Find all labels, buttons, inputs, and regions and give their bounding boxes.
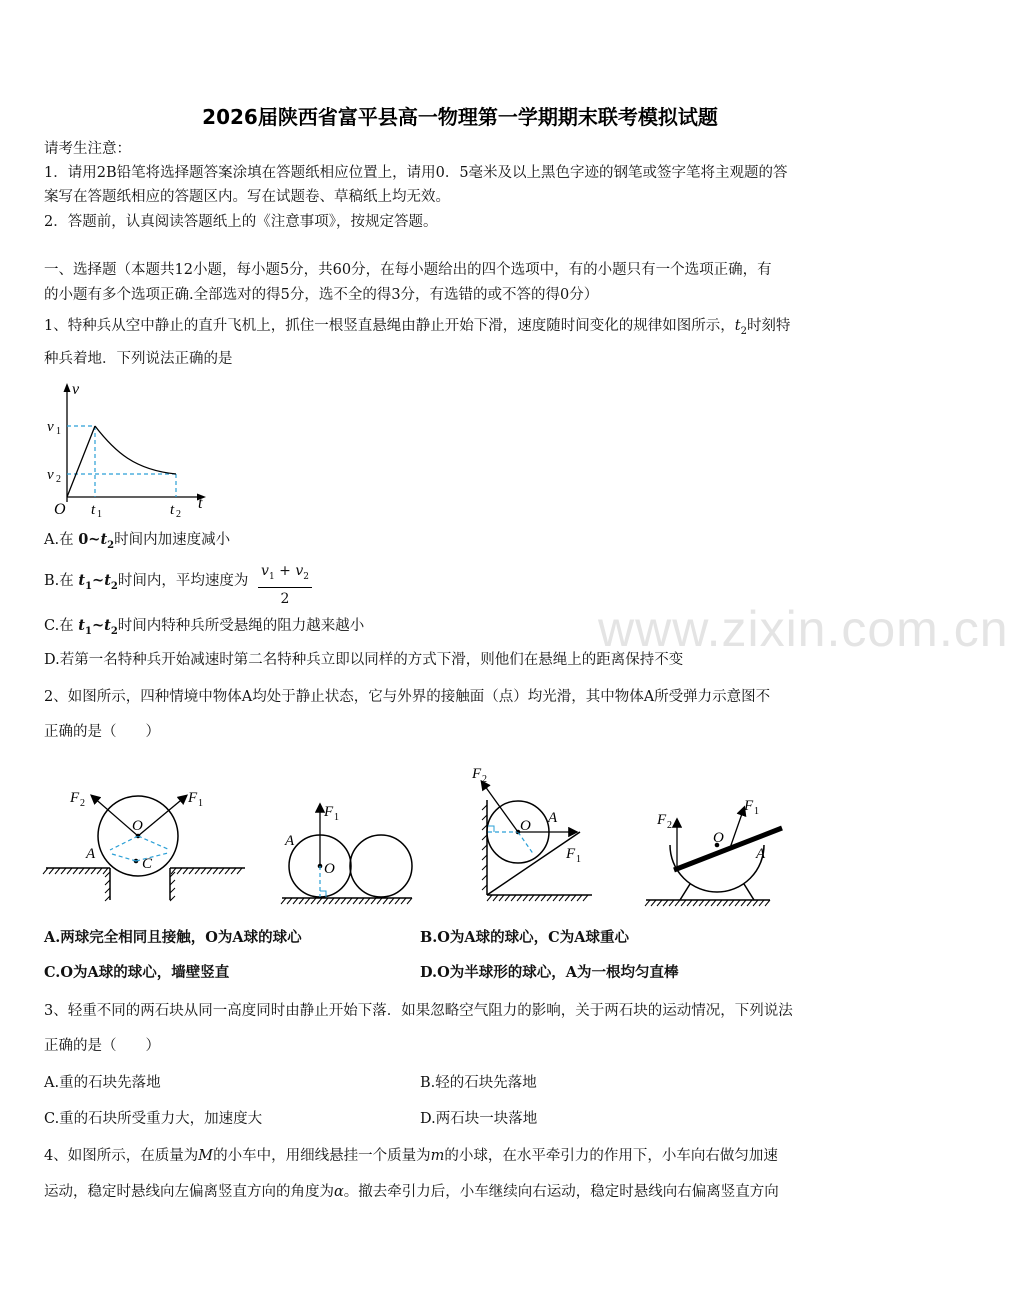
q2-stem-line-1: 2、如图所示，四种情境中物体A均处于静止状态，它与外界的接触面（点）均光滑，其中物体A所受弹力示意图不 (44, 689, 771, 705)
num-v2: v (295, 563, 304, 579)
t1-sub: 1 (97, 509, 102, 520)
q3-option-b[interactable]: B.轻的石块先落地 (420, 1075, 537, 1091)
q1-option-c[interactable] (44, 616, 364, 642)
q1-var-sub: 2 (740, 325, 747, 337)
fa-a-label: A (86, 846, 96, 862)
q4-var-M: M (198, 1148, 214, 1164)
q1-c-s2: 2 (110, 625, 118, 637)
q1-a-text: 时间内加速度减小 (114, 532, 231, 548)
fa-f2-label: F (70, 790, 80, 806)
fc-f2-label: F (472, 766, 482, 782)
notice-heading: 请考生注意： (44, 141, 131, 157)
num-plus: + (279, 563, 291, 579)
fb-o-label: O (324, 861, 335, 877)
q1-c-t2: t (104, 617, 111, 634)
v1-sub: 1 (56, 426, 61, 437)
t2-sub: 2 (176, 509, 181, 520)
fd-f2-sub: 2 (667, 820, 672, 831)
q1-option-b[interactable] (44, 571, 248, 597)
q1-stem-text: 1、特种兵从空中静止的直升飞机上，抓住一根竖直悬绳由静止开始下滑，速度随时间变化的规律如图所示， (44, 318, 735, 334)
fa-f1-label: F (188, 790, 198, 806)
q1-a-sub: 2 (107, 539, 115, 551)
q4-text-c: 的小球，在水平牵引力的作用下，小车向右做匀加速 (444, 1148, 778, 1164)
q2-figures (40, 760, 880, 920)
v2-label: v (47, 467, 54, 483)
q1-b-numerator (258, 562, 312, 588)
q1-b-s2: 2 (110, 580, 118, 592)
q4-text-b: 的小车中，用细线悬挂一个质量为 (213, 1148, 431, 1164)
fb-f1-label: F (324, 804, 334, 820)
fc-f2-sub: 2 (482, 774, 487, 785)
q1-a-prefix: A.在 (44, 532, 79, 548)
t2-label: t (170, 502, 175, 518)
fd-f1-label: F (744, 798, 754, 814)
figure-b (281, 804, 412, 904)
fc-f1-sub: 1 (576, 854, 581, 865)
fc-o-label: O (520, 818, 531, 834)
fa-o-label: O (132, 818, 143, 834)
q1-c-prefix: C.在 (44, 618, 79, 634)
v2-sub: 2 (56, 474, 61, 485)
q1-c-text: 时间内特种兵所受悬绳的阻力越来越小 (117, 618, 365, 634)
q1-stem-line-2: 种兵着地．下列说法正确的是 (44, 351, 233, 367)
section-line-1: 一、选择题（本题共12小题，每小题5分，共60分，在每小题给出的四个选项中，有的小题只有一个选项正确，有 (44, 262, 772, 278)
num-v1: v (261, 563, 269, 579)
q4-stem-line-2 (44, 1182, 779, 1202)
q3-option-a[interactable]: A.重的石块先落地 (44, 1075, 161, 1091)
q1-b-denominator: 2 (280, 590, 290, 607)
figure-d (645, 798, 782, 906)
figure-a (43, 790, 245, 901)
q1-a-var: t (100, 531, 108, 548)
q1-vt-graph (40, 380, 220, 520)
q4-stem-line-1 (44, 1146, 778, 1166)
notice-line-1b: 案写在答题纸相应的答题区内。写在试题卷、草稿纸上均无效。 (44, 189, 450, 205)
fd-a-label: A (756, 846, 766, 862)
figure-c (471, 766, 592, 901)
num-s1: 1 (268, 571, 275, 582)
q1-a-range: 0~ (78, 531, 101, 548)
q2-stem-line-2: 正确的是（ ） (44, 724, 160, 740)
fd-o-label: O (713, 830, 724, 846)
q3-option-c[interactable]: C.重的石块所受重力大，加速度大 (44, 1111, 263, 1127)
q4-text-a: 4、如图所示，在质量为 (44, 1148, 199, 1164)
origin-label: O (54, 501, 66, 518)
q1-b-sep: ~ (92, 572, 105, 589)
q1-b-fraction (258, 562, 312, 608)
q1-stem-line-1 (44, 316, 790, 342)
q4-text-d: 运动，稳定时悬线向左偏离竖直方向的角度为 (44, 1184, 334, 1200)
fd-f1-sub: 1 (754, 806, 759, 817)
q1-c-s1: 1 (85, 625, 92, 637)
q4-text-e: 。撤去牵引力后，小车继续向右运动，稳定时悬线向右偏离竖直方向 (343, 1184, 779, 1200)
fa-f2-sub: 2 (80, 798, 85, 809)
q1-c-t1: t (78, 617, 85, 634)
q1-b-t2: t (104, 572, 111, 589)
q1-b-s1: 1 (85, 580, 93, 592)
q1-option-d[interactable]: D.若第一名特种兵开始减速时第二名特种兵立即以同样的方式下滑，则他们在悬绳上的距离保持不变 (44, 652, 684, 668)
q2-option-a[interactable]: A.两球完全相同且接触，O为A球的球心 (44, 929, 302, 946)
q1-b-t1: t (78, 572, 86, 589)
watermark: www.zixin.com.cn (598, 601, 1009, 657)
q1-b-text: 时间内，平均速度为 (117, 573, 249, 589)
v1-label: v (47, 419, 54, 435)
q1-b-prefix: B.在 (44, 573, 79, 589)
fb-f1-sub: 1 (334, 812, 339, 823)
y-axis-label: v (72, 381, 80, 398)
x-axis-label: t (198, 495, 203, 512)
num-s2: 2 (303, 571, 309, 582)
fa-c-label: C (142, 856, 153, 872)
q1-c-sep: ~ (91, 617, 105, 634)
notice-line-1a: 1．请用2B铅笔将选择题答案涂填在答题纸相应位置上，请用0．5毫米及以上黑色字迹的钢笔或签字笔将主观题的答 (44, 165, 788, 181)
q1-stem-tail: 时刻特 (746, 318, 791, 334)
q4-var-alpha: α (334, 1184, 344, 1200)
t1-label: t (91, 502, 96, 518)
q2-option-b[interactable]: B.O为A球的球心，C为A球重心 (420, 929, 629, 946)
q3-stem-line-2: 正确的是（ ） (44, 1038, 160, 1054)
q2-option-d[interactable]: D.O为半球形的球心，A为一根均匀直棒 (420, 964, 679, 981)
y-axis-arrow (64, 383, 71, 392)
fd-f2-label: F (657, 812, 667, 828)
q2-option-c[interactable]: C.O为A球的球心，墙壁竖直 (44, 964, 230, 981)
q1-option-a[interactable] (44, 530, 230, 556)
notice-line-2: 2．答题前，认真阅读答题纸上的《注意事项》，按规定答题。 (44, 214, 438, 230)
fc-a-label: A (548, 810, 558, 826)
accel-segment (67, 426, 95, 497)
fc-f1-label: F (566, 846, 576, 862)
section-line-2: 的小题有多个选项正确.全部选对的得5分，选不全的得3分，有选错的或不答的得0分） (44, 287, 599, 303)
fb-a-label: A (285, 833, 295, 849)
page-title: 2026届陕西省富平县高一物理第一学期期末联考模拟试题 (202, 105, 718, 129)
q3-stem-line-1: 3、轻重不同的两石块从同一高度同时由静止开始下落．如果忽略空气阻力的影响，关于两石块的运动情况，下列说法 (44, 1003, 793, 1019)
fa-f1-sub: 1 (198, 798, 203, 809)
q3-option-d[interactable]: D.两石块一块落地 (420, 1111, 538, 1127)
q1-var-t: t (734, 318, 741, 334)
q4-var-m: m (430, 1148, 445, 1164)
decel-curve (95, 426, 176, 474)
